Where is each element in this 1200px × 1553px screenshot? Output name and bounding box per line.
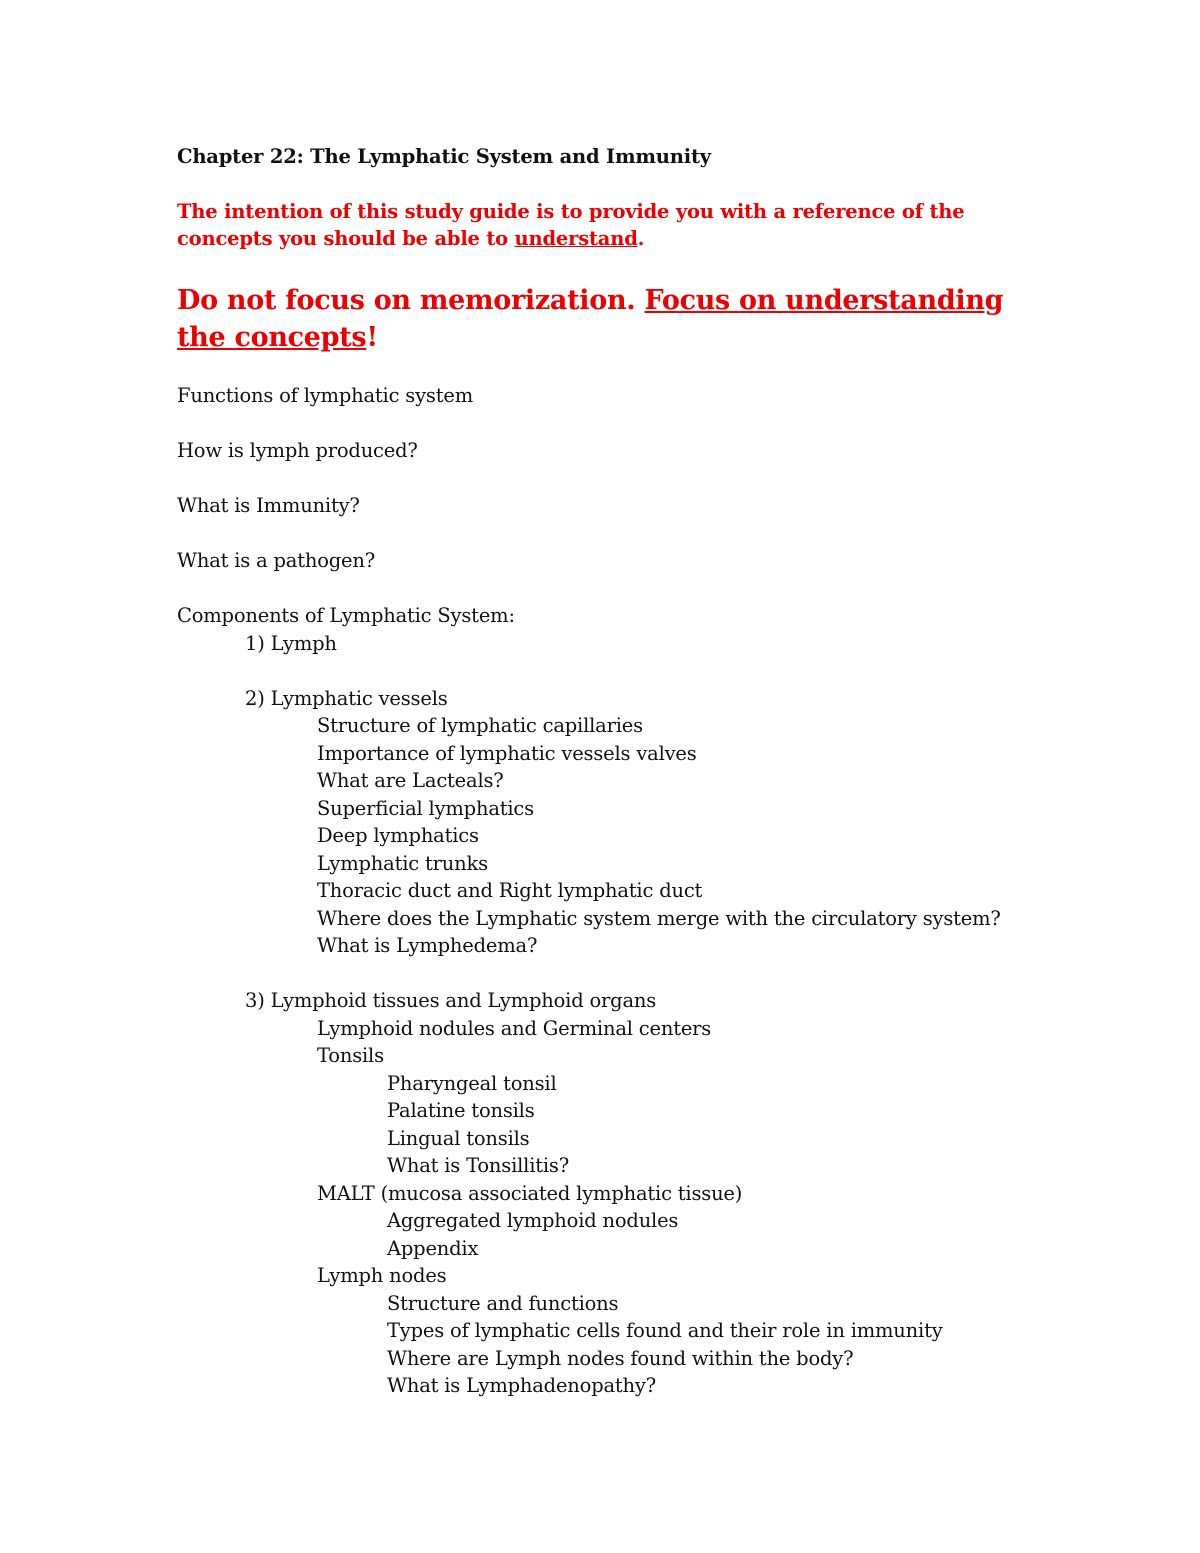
emphasis-part-2: Focus on understanding — [644, 285, 1004, 316]
vessels-item: Structure of lymphatic capillaries — [317, 714, 643, 737]
vessels-item: Superficial lymphatics — [317, 797, 534, 820]
malt-item: Aggregated lymphoid nodules — [387, 1209, 679, 1232]
emphasis-line-1 — [177, 284, 1003, 318]
question-item: How is lymph produced? — [177, 439, 418, 462]
emphasis-part-3: the concepts — [177, 322, 367, 353]
question-item: Functions of lymphatic system — [177, 384, 474, 407]
lymph-nodes-item: What is Lymphadenopathy? — [387, 1374, 656, 1397]
question-item: What is Immunity? — [177, 494, 360, 517]
malt-item: Appendix — [387, 1237, 479, 1260]
lymph-nodes-title: Lymph nodes — [317, 1264, 447, 1287]
component-2-title: 2) Lymphatic vessels — [245, 687, 448, 710]
intro-line-2 — [177, 227, 644, 251]
components-heading: Components of Lymphatic System: — [177, 604, 515, 627]
tonsils-item: Palatine tonsils — [387, 1099, 535, 1122]
component-3-title: 3) Lymphoid tissues and Lymphoid organs — [245, 989, 657, 1012]
tonsils-item: What is Tonsillitis? — [387, 1154, 569, 1177]
intro-line-2-suffix: . — [637, 227, 645, 250]
intro-line-2-prefix: concepts you should be able to — [177, 227, 515, 250]
intro-line-1: The intention of this study guide is to provide you with a reference of the — [177, 200, 965, 223]
vessels-item: Where does the Lymphatic system merge with the circulatory system? — [317, 907, 1001, 930]
vessels-item: What is Lymphedema? — [317, 934, 538, 957]
intro-underlined-word: understand — [514, 227, 638, 250]
tonsils-item: Lingual tonsils — [387, 1127, 530, 1150]
component-1: 1) Lymph — [245, 632, 337, 655]
lymph-nodes-item: Where are Lymph nodes found within the body? — [387, 1347, 854, 1370]
chapter-title: Chapter 22: The Lymphatic System and Immunity — [177, 145, 711, 168]
question-item: What is a pathogen? — [177, 549, 376, 572]
malt-title: MALT (mucosa associated lymphatic tissue) — [317, 1182, 743, 1205]
emphasis-line-2 — [177, 321, 378, 355]
vessels-item: Importance of lymphatic vessels valves — [317, 742, 697, 765]
emphasis-part-1: Do not focus on memorization. — [177, 285, 645, 316]
lymph-nodes-item: Structure and functions — [387, 1292, 619, 1315]
vessels-item: Thoracic duct and Right lymphatic duct — [317, 879, 703, 902]
tonsils-item: Pharyngeal tonsil — [387, 1072, 557, 1095]
nodules-item: Lymphoid nodules and Germinal centers — [317, 1017, 712, 1040]
lymph-nodes-item: Types of lymphatic cells found and their role in immunity — [387, 1319, 943, 1342]
vessels-item: Lymphatic trunks — [317, 852, 488, 875]
vessels-item: Deep lymphatics — [317, 824, 479, 847]
emphasis-suffix: ! — [366, 322, 378, 353]
tonsils-title: Tonsils — [317, 1044, 384, 1067]
vessels-item: What are Lacteals? — [317, 769, 504, 792]
